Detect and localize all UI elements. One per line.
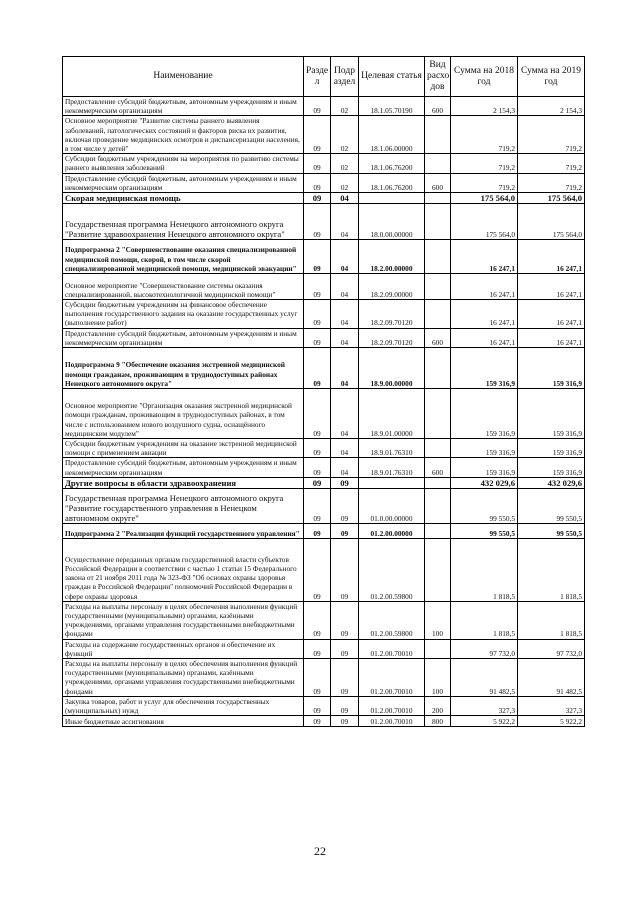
row-name: Предоставление субсидий бюджетным, автономным учреждениям и иным некоммерческим организациям <box>63 458 304 477</box>
row-statya <box>359 477 425 488</box>
row-vid <box>425 389 451 439</box>
row-sum-2019: 99 550,5 <box>518 523 585 538</box>
row-name: Субсидии бюджетным учреждениям на оказание экстренной медицинской помощи с применением авиации <box>63 439 304 458</box>
table-row <box>63 240 585 274</box>
row-vid <box>425 439 451 458</box>
table-row <box>63 716 585 727</box>
row-name: Расходы на выплаты персоналу в целях обеспечения выполнения функций государственными (муниципальными) органами, казёнными учреждениями, органами управления государственными внебюджетными фондами <box>63 601 304 639</box>
table-row <box>63 204 585 240</box>
row-name: Подпрограмма 2 "Реализация функций государственного управления" <box>63 523 304 538</box>
row-sum-2019: 91 482,5 <box>518 659 585 697</box>
row-podrazdel: 09 <box>331 523 359 538</box>
header-sum-2018: Сумма на 2018 год <box>451 57 518 97</box>
row-sum-2018: 5 922,2 <box>451 716 518 727</box>
table-row <box>63 193 585 204</box>
row-name: Государственная программа Ненецкого автономного округа "Развитие здравоохранения Ненецкого автономного округа" <box>63 204 304 240</box>
row-sum-2019: 5 922,2 <box>518 716 585 727</box>
row-sum-2018: 99 550,5 <box>451 488 518 523</box>
row-sum-2019: 432 029,6 <box>518 477 585 488</box>
row-sum-2019: 159 316,9 <box>518 348 585 389</box>
row-statya: 18.9.01.00000 <box>359 389 425 439</box>
row-podrazdel: 02 <box>331 97 359 116</box>
row-podrazdel: 04 <box>331 458 359 477</box>
table-row <box>63 274 585 300</box>
row-sum-2019: 159 316,9 <box>518 439 585 458</box>
row-podrazdel: 09 <box>331 639 359 658</box>
table-row <box>63 538 585 601</box>
row-sum-2019: 719,2 <box>518 154 585 173</box>
header-vid: Вид расхо дов <box>425 57 451 97</box>
row-sum-2019: 719,2 <box>518 116 585 154</box>
table-header-row <box>63 57 585 97</box>
row-sum-2019: 97 732,0 <box>518 639 585 658</box>
row-name: Предоставление субсидий бюджетным, автономным учреждениям и иным некоммерческим организациям <box>63 97 304 116</box>
header-name: Наименование <box>63 57 304 97</box>
row-statya: 18.9.01.76310 <box>359 439 425 458</box>
row-name: Субсидии бюджетным учреждениям на финансовое обеспечение выполнения государственного задания на оказание государственных услуг (выполнение работ) <box>63 300 304 329</box>
row-razdel: 09 <box>304 488 331 523</box>
row-name: Другие вопросы в области здравоохранения <box>63 477 304 488</box>
row-razdel: 09 <box>304 439 331 458</box>
row-statya: 01.2.00.70010 <box>359 659 425 697</box>
row-razdel: 09 <box>304 154 331 173</box>
table-row <box>63 439 585 458</box>
row-sum-2018: 1 818,5 <box>451 601 518 639</box>
table-row <box>63 97 585 116</box>
header-sum-2019: Сумма на 2019 год <box>518 57 585 97</box>
page-number: 22 <box>314 844 326 858</box>
row-statya: 18.1.06.76200 <box>359 154 425 173</box>
row-vid: 600 <box>425 458 451 477</box>
table-row <box>63 154 585 173</box>
row-statya: 01.0.00.00000 <box>359 488 425 523</box>
row-razdel: 09 <box>304 601 331 639</box>
row-razdel: 09 <box>304 696 331 715</box>
row-name: Расходы на содержание государственных органов и обеспечение их функций <box>63 639 304 658</box>
row-sum-2018: 432 029,6 <box>451 477 518 488</box>
row-razdel: 09 <box>304 116 331 154</box>
row-sum-2019: 16 247,1 <box>518 240 585 274</box>
budget-table <box>62 56 585 727</box>
row-sum-2019: 16 247,1 <box>518 300 585 329</box>
row-sum-2019: 175 564,0 <box>518 193 585 204</box>
row-razdel: 09 <box>304 193 331 204</box>
row-podrazdel: 09 <box>331 659 359 697</box>
row-podrazdel: 04 <box>331 439 359 458</box>
row-sum-2019: 1 818,5 <box>518 601 585 639</box>
row-name: Осуществление переданных органам государственной власти субъектов Российской Федерации в соответствии с частью 1 статьи 15 Федерального закона от 21 ноября 2011 года № 323-ФЗ "Об основах охраны здоровья граждан в Российской Федерации" полномочий Российской Федерации в сфере охраны здоровья <box>63 538 304 601</box>
row-sum-2019: 2 154,3 <box>518 97 585 116</box>
row-statya: 18.0.00.00000 <box>359 204 425 240</box>
table-row <box>63 348 585 389</box>
row-vid: 800 <box>425 716 451 727</box>
row-vid: 100 <box>425 601 451 639</box>
row-statya: 01.2.00.70010 <box>359 639 425 658</box>
row-vid: 200 <box>425 696 451 715</box>
row-razdel: 09 <box>304 639 331 658</box>
table-row <box>63 639 585 658</box>
row-sum-2018: 327,3 <box>451 696 518 715</box>
row-razdel: 09 <box>304 97 331 116</box>
row-sum-2018: 91 482,5 <box>451 659 518 697</box>
row-vid <box>425 300 451 329</box>
table-row <box>63 389 585 439</box>
table-row <box>63 300 585 329</box>
row-statya: 18.9.00.00000 <box>359 348 425 389</box>
row-statya: 01.2.00.59800 <box>359 538 425 601</box>
table-row <box>63 659 585 697</box>
row-razdel: 09 <box>304 389 331 439</box>
row-name: Иные бюджетные ассигнования <box>63 716 304 727</box>
row-statya: 18.1.06.76200 <box>359 173 425 192</box>
row-statya: 18.2.09.00000 <box>359 274 425 300</box>
row-podrazdel: 04 <box>331 348 359 389</box>
row-sum-2018: 16 247,1 <box>451 240 518 274</box>
row-statya: 01.2.00.00000 <box>359 523 425 538</box>
row-vid <box>425 240 451 274</box>
header-statya: Целевая статья <box>359 57 425 97</box>
row-vid <box>425 538 451 601</box>
row-podrazdel: 04 <box>331 274 359 300</box>
row-statya: 18.9.01.76310 <box>359 458 425 477</box>
header-podrazdel: Подр аздел <box>331 57 359 97</box>
row-razdel: 09 <box>304 348 331 389</box>
row-statya: 01.2.00.70010 <box>359 696 425 715</box>
row-name: Подпрограмма 9 "Обеспечение оказания экстренной медицинской помощи гражданам, проживающим в труднодоступных районах Ненецкого автономного округа" <box>63 348 304 389</box>
table-row <box>63 116 585 154</box>
row-sum-2018: 16 247,1 <box>451 328 518 347</box>
row-vid <box>425 523 451 538</box>
row-sum-2019: 175 564,0 <box>518 204 585 240</box>
row-sum-2019: 16 247,1 <box>518 274 585 300</box>
row-razdel: 09 <box>304 659 331 697</box>
row-podrazdel: 04 <box>331 193 359 204</box>
row-razdel: 09 <box>304 300 331 329</box>
row-sum-2018: 719,2 <box>451 116 518 154</box>
table-row <box>63 173 585 192</box>
row-statya: 01.2.00.70010 <box>359 716 425 727</box>
row-razdel: 09 <box>304 328 331 347</box>
row-name: Предоставление субсидий бюджетным, автономным учреждениям и иным некоммерческим организациям <box>63 328 304 347</box>
row-sum-2018: 16 247,1 <box>451 274 518 300</box>
row-podrazdel: 09 <box>331 488 359 523</box>
row-razdel: 09 <box>304 204 331 240</box>
row-sum-2018: 97 732,0 <box>451 639 518 658</box>
row-sum-2019: 99 550,5 <box>518 488 585 523</box>
row-sum-2018: 175 564,0 <box>451 193 518 204</box>
budget-table-container <box>62 56 584 727</box>
row-podrazdel: 04 <box>331 328 359 347</box>
row-sum-2019: 719,2 <box>518 173 585 192</box>
row-podrazdel: 02 <box>331 154 359 173</box>
row-sum-2018: 1 818,5 <box>451 538 518 601</box>
row-razdel: 09 <box>304 523 331 538</box>
table-row <box>63 458 585 477</box>
table-row <box>63 477 585 488</box>
row-vid: 600 <box>425 97 451 116</box>
row-razdel: 09 <box>304 240 331 274</box>
row-vid <box>425 193 451 204</box>
table-body <box>63 97 585 727</box>
row-vid <box>425 477 451 488</box>
row-razdel: 09 <box>304 716 331 727</box>
table-row <box>63 488 585 523</box>
row-sum-2018: 159 316,9 <box>451 439 518 458</box>
row-podrazdel: 09 <box>331 601 359 639</box>
row-podrazdel: 04 <box>331 389 359 439</box>
row-podrazdel: 04 <box>331 300 359 329</box>
row-podrazdel: 04 <box>331 204 359 240</box>
row-sum-2018: 175 564,0 <box>451 204 518 240</box>
row-vid <box>425 204 451 240</box>
row-sum-2018: 159 316,9 <box>451 348 518 389</box>
row-razdel: 09 <box>304 458 331 477</box>
row-vid <box>425 488 451 523</box>
row-statya: 18.1.05.70190 <box>359 97 425 116</box>
row-sum-2019: 1 818,5 <box>518 538 585 601</box>
row-sum-2019: 159 316,9 <box>518 389 585 439</box>
row-sum-2019: 16 247,1 <box>518 328 585 347</box>
row-statya: 18.2.09.70120 <box>359 300 425 329</box>
row-sum-2019: 327,3 <box>518 696 585 715</box>
row-vid <box>425 116 451 154</box>
row-name: Скорая медицинская помощь <box>63 193 304 204</box>
row-sum-2019: 159 316,9 <box>518 458 585 477</box>
table-row <box>63 601 585 639</box>
table-row <box>63 696 585 715</box>
row-sum-2018: 159 316,9 <box>451 389 518 439</box>
row-name: Предоставление субсидий бюджетным, автономным учреждениям и иным некоммерческим организациям <box>63 173 304 192</box>
table-row <box>63 523 585 538</box>
row-vid: 600 <box>425 173 451 192</box>
header-razdel: Разде л <box>304 57 331 97</box>
row-name: Подпрограмма 2 "Совершенствование оказания специализированной медицинской помощи, скорой, в том числе скорой специализированной медицинской помощи, медицинской эвакуации" <box>63 240 304 274</box>
row-sum-2018: 2 154,3 <box>451 97 518 116</box>
row-name: Государственная программа Ненецкого автономного округа "Развитие государственного управления в Ненецком автономном округе" <box>63 488 304 523</box>
row-name: Основное мероприятие "Организация оказания экстренной медицинской помощи гражданам, проживающим в труднодоступных районах, в том числе с использованием нового воздушного судна, оснащённого медицинским модулем" <box>63 389 304 439</box>
row-podrazdel: 09 <box>331 538 359 601</box>
row-name: Основное мероприятие "Развитие системы раннего выявления заболеваний, патологических состояний и факторов риска их развития, включая проведение медицинских осмотров и диспансеризации населения, в том числе у детей" <box>63 116 304 154</box>
row-podrazdel: 09 <box>331 696 359 715</box>
row-statya: 18.2.00.00000 <box>359 240 425 274</box>
row-sum-2018: 719,2 <box>451 154 518 173</box>
row-vid <box>425 274 451 300</box>
row-statya <box>359 193 425 204</box>
row-sum-2018: 159 316,9 <box>451 458 518 477</box>
row-statya: 18.2.09.70120 <box>359 328 425 347</box>
row-sum-2018: 99 550,5 <box>451 523 518 538</box>
row-sum-2018: 16 247,1 <box>451 300 518 329</box>
row-vid <box>425 639 451 658</box>
row-vid <box>425 348 451 389</box>
row-podrazdel: 02 <box>331 116 359 154</box>
row-razdel: 09 <box>304 477 331 488</box>
row-name: Расходы на выплаты персоналу в целях обеспечения выполнения функций государственными (муниципальными) органами, казёнными учреждениями, органами управления государственными внебюджетными фондами <box>63 659 304 697</box>
row-vid: 100 <box>425 659 451 697</box>
row-name: Основное мероприятие "Совершенствование системы оказания специализированной, высокотехнологичной медицинской помощи" <box>63 274 304 300</box>
row-podrazdel: 09 <box>331 477 359 488</box>
row-statya: 01.2.00.59800 <box>359 601 425 639</box>
row-podrazdel: 09 <box>331 716 359 727</box>
row-vid <box>425 154 451 173</box>
row-podrazdel: 04 <box>331 240 359 274</box>
table-row <box>63 328 585 347</box>
row-vid: 600 <box>425 328 451 347</box>
row-razdel: 09 <box>304 274 331 300</box>
row-razdel: 09 <box>304 538 331 601</box>
row-name: Субсидии бюджетным учреждениям на мероприятия по развитию системы раннего выявления заболеваний <box>63 154 304 173</box>
row-sum-2018: 719,2 <box>451 173 518 192</box>
row-podrazdel: 02 <box>331 173 359 192</box>
row-name: Закупка товаров, работ и услуг для обеспечения государственных (муниципальных) нужд <box>63 696 304 715</box>
row-razdel: 09 <box>304 173 331 192</box>
row-statya: 18.1.06.00000 <box>359 116 425 154</box>
